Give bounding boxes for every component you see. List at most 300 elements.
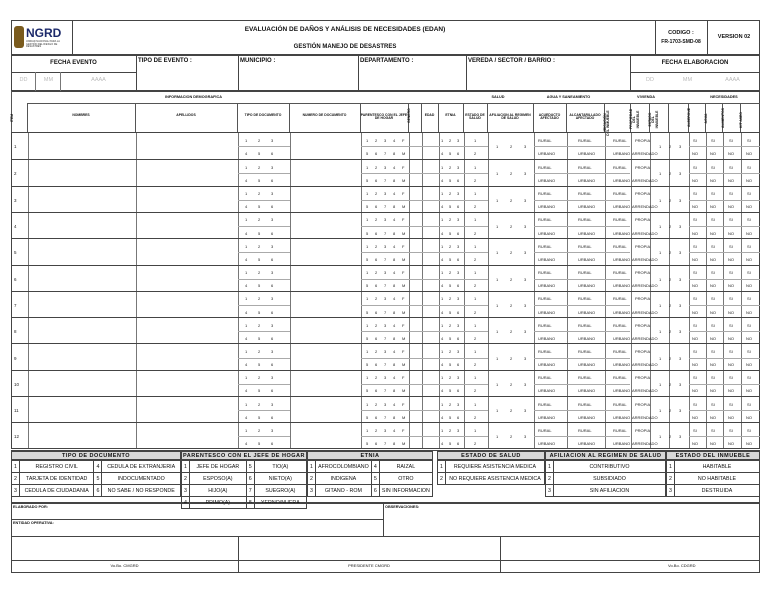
doc-type-option[interactable]: 3 xyxy=(271,401,274,407)
necesidad-no[interactable]: NO xyxy=(710,309,716,315)
inmueble-option[interactable]: 1 xyxy=(659,197,662,203)
parentesco-option[interactable]: 7 xyxy=(384,256,387,262)
parentesco-option[interactable]: F xyxy=(402,427,405,433)
estado-salud-option[interactable]: 2 xyxy=(474,256,477,262)
doc-type-option[interactable]: 1 xyxy=(245,243,248,249)
parentesco-option[interactable]: F xyxy=(402,401,405,407)
alcantarillado-urbano[interactable]: URBANO xyxy=(578,178,596,184)
necesidad-no[interactable]: NO xyxy=(710,388,716,394)
parentesco-option[interactable]: 6 xyxy=(375,256,378,262)
inmueble-option[interactable]: 3 xyxy=(679,329,682,335)
necesidad-no[interactable]: NO xyxy=(746,362,752,368)
parentesco-option[interactable]: 2 xyxy=(375,164,378,170)
parentesco-option[interactable]: 5 xyxy=(366,178,369,184)
necesidad-si[interactable]: SI xyxy=(747,296,751,302)
inmueble-option[interactable]: 3 xyxy=(679,171,682,177)
inmueble-option[interactable]: 3 xyxy=(679,250,682,256)
parentesco-option[interactable]: 3 xyxy=(384,427,387,433)
necesidad-si[interactable]: SI xyxy=(711,348,715,354)
propiedad-arrendado[interactable]: ARRENDADO xyxy=(632,178,658,184)
parentesco-option[interactable]: M xyxy=(402,309,406,315)
ubicacion-urbano[interactable]: URBANO xyxy=(613,150,631,156)
ubicacion-rural[interactable]: RURAL xyxy=(613,243,627,249)
etnia-option[interactable]: 6 xyxy=(457,178,460,184)
parentesco-option[interactable]: 7 xyxy=(384,150,387,156)
doc-type-option[interactable]: 3 xyxy=(271,191,274,197)
doc-type-option[interactable]: 5 xyxy=(258,414,261,420)
etnia-option[interactable]: 4 xyxy=(441,388,444,394)
ubicacion-urbano[interactable]: URBANO xyxy=(613,178,631,184)
parentesco-option[interactable]: 8 xyxy=(393,309,396,315)
doc-type-option[interactable]: 3 xyxy=(271,427,274,433)
alcantarillado-rural[interactable]: RURAL xyxy=(578,348,592,354)
estado-salud-option[interactable]: 2 xyxy=(474,441,477,447)
necesidad-no[interactable]: NO xyxy=(728,388,734,394)
propiedad-arrendado[interactable]: ARRENDADO xyxy=(632,309,658,315)
acueducto-rural[interactable]: RURAL xyxy=(538,401,552,407)
necesidad-no[interactable]: NO xyxy=(746,256,752,262)
parentesco-option[interactable]: 3 xyxy=(384,243,387,249)
afiliacion-option[interactable]: 3 xyxy=(524,276,527,282)
parentesco-option[interactable]: 8 xyxy=(393,230,396,236)
propiedad-arrendado[interactable]: ARRENDADO xyxy=(632,230,658,236)
parentesco-option[interactable]: 5 xyxy=(366,362,369,368)
alcantarillado-urbano[interactable]: URBANO xyxy=(578,283,596,289)
parentesco-option[interactable]: 6 xyxy=(375,309,378,315)
necesidad-si[interactable]: SI xyxy=(729,164,733,170)
inmueble-option[interactable]: 3 xyxy=(679,408,682,414)
parentesco-option[interactable]: 1 xyxy=(366,322,369,328)
parentesco-option[interactable]: 4 xyxy=(393,427,396,433)
necesidad-no[interactable]: NO xyxy=(746,388,752,394)
estado-salud-option[interactable]: 2 xyxy=(474,204,477,210)
doc-type-option[interactable]: 2 xyxy=(258,243,261,249)
ubicacion-rural[interactable]: RURAL xyxy=(613,296,627,302)
parentesco-option[interactable]: 8 xyxy=(393,204,396,210)
etnia-option[interactable]: 4 xyxy=(441,309,444,315)
doc-type-option[interactable]: 1 xyxy=(245,270,248,276)
alcantarillado-rural[interactable]: RURAL xyxy=(578,191,592,197)
etnia-option[interactable]: 2 xyxy=(449,427,452,433)
doc-type-option[interactable]: 5 xyxy=(258,388,261,394)
propiedad-propia[interactable]: PROPIA xyxy=(635,243,651,249)
afiliacion-option[interactable]: 3 xyxy=(524,224,527,230)
acueducto-urbano[interactable]: URBANO xyxy=(538,362,556,368)
parentesco-option[interactable]: M xyxy=(402,230,406,236)
parentesco-option[interactable]: 1 xyxy=(366,375,369,381)
necesidad-no[interactable]: NO xyxy=(728,441,734,447)
acueducto-urbano[interactable]: URBANO xyxy=(538,256,556,262)
alcantarillado-rural[interactable]: RURAL xyxy=(578,137,592,143)
parentesco-option[interactable]: 2 xyxy=(375,296,378,302)
necesidad-no[interactable]: NO xyxy=(728,309,734,315)
afiliacion-option[interactable]: 1 xyxy=(496,144,499,150)
alcantarillado-urbano[interactable]: URBANO xyxy=(578,150,596,156)
alcantarillado-urbano[interactable]: URBANO xyxy=(578,362,596,368)
parentesco-option[interactable]: F xyxy=(402,137,405,143)
estado-salud-option[interactable]: 2 xyxy=(474,335,477,341)
parentesco-option[interactable]: 6 xyxy=(375,150,378,156)
doc-type-option[interactable]: 1 xyxy=(245,322,248,328)
doc-type-option[interactable]: 3 xyxy=(271,164,274,170)
alcantarillado-urbano[interactable]: URBANO xyxy=(578,441,596,447)
ubicacion-rural[interactable]: RURAL xyxy=(613,137,627,143)
necesidad-no[interactable]: NO xyxy=(728,150,734,156)
parentesco-option[interactable]: 2 xyxy=(375,243,378,249)
doc-type-option[interactable]: 1 xyxy=(245,348,248,354)
necesidad-si[interactable]: SI xyxy=(729,270,733,276)
acueducto-rural[interactable]: RURAL xyxy=(538,322,552,328)
afiliacion-option[interactable]: 1 xyxy=(496,434,499,440)
parentesco-option[interactable]: 4 xyxy=(393,322,396,328)
doc-type-option[interactable]: 6 xyxy=(271,362,274,368)
parentesco-option[interactable]: 7 xyxy=(384,335,387,341)
afiliacion-option[interactable]: 1 xyxy=(496,329,499,335)
afiliacion-option[interactable]: 1 xyxy=(496,302,499,308)
necesidad-no[interactable]: NO xyxy=(728,335,734,341)
doc-type-option[interactable]: 4 xyxy=(245,283,248,289)
doc-type-option[interactable]: 6 xyxy=(271,150,274,156)
parentesco-option[interactable]: 7 xyxy=(384,230,387,236)
necesidad-si[interactable]: SI xyxy=(693,296,697,302)
etnia-option[interactable]: 2 xyxy=(449,348,452,354)
propiedad-arrendado[interactable]: ARRENDADO xyxy=(632,388,658,394)
doc-type-option[interactable]: 4 xyxy=(245,309,248,315)
necesidad-si[interactable]: SI xyxy=(711,322,715,328)
necesidad-si[interactable]: SI xyxy=(747,322,751,328)
afiliacion-option[interactable]: 2 xyxy=(510,250,513,256)
doc-type-option[interactable]: 6 xyxy=(271,230,274,236)
acueducto-rural[interactable]: RURAL xyxy=(538,243,552,249)
afiliacion-option[interactable]: 3 xyxy=(524,302,527,308)
inmueble-option[interactable]: 1 xyxy=(659,355,662,361)
parentesco-option[interactable]: 1 xyxy=(366,137,369,143)
etnia-option[interactable]: 1 xyxy=(441,137,444,143)
parentesco-option[interactable]: 4 xyxy=(393,137,396,143)
parentesco-option[interactable]: 1 xyxy=(366,296,369,302)
doc-type-option[interactable]: 1 xyxy=(245,191,248,197)
parentesco-option[interactable]: 7 xyxy=(384,414,387,420)
necesidad-no[interactable]: NO xyxy=(746,283,752,289)
afiliacion-option[interactable]: 2 xyxy=(510,171,513,177)
parentesco-option[interactable]: 6 xyxy=(375,178,378,184)
fecha-evento-aaaa-text[interactable]: AAAA xyxy=(91,77,106,83)
parentesco-option[interactable]: F xyxy=(402,375,405,381)
necesidad-si[interactable]: SI xyxy=(693,427,697,433)
propiedad-arrendado[interactable]: ARRENDADO xyxy=(632,204,658,210)
necesidad-si[interactable]: SI xyxy=(693,191,697,197)
necesidad-si[interactable]: SI xyxy=(711,296,715,302)
ubicacion-urbano[interactable]: URBANO xyxy=(613,441,631,447)
etnia-option[interactable]: 6 xyxy=(457,388,460,394)
ubicacion-rural[interactable]: RURAL xyxy=(613,164,627,170)
alcantarillado-rural[interactable]: RURAL xyxy=(578,322,592,328)
parentesco-option[interactable]: 2 xyxy=(375,427,378,433)
propiedad-arrendado[interactable]: ARRENDADO xyxy=(632,362,658,368)
parentesco-option[interactable]: 8 xyxy=(393,441,396,447)
propiedad-propia[interactable]: PROPIA xyxy=(635,322,651,328)
etnia-option[interactable]: 3 xyxy=(457,348,460,354)
doc-type-option[interactable]: 1 xyxy=(245,164,248,170)
parentesco-option[interactable]: 1 xyxy=(366,243,369,249)
estado-salud-option[interactable]: 2 xyxy=(474,362,477,368)
afiliacion-option[interactable]: 3 xyxy=(524,329,527,335)
propiedad-arrendado[interactable]: ARRENDADO xyxy=(632,414,658,420)
necesidad-si[interactable]: SI xyxy=(747,375,751,381)
doc-type-option[interactable]: 5 xyxy=(258,204,261,210)
parentesco-option[interactable]: 6 xyxy=(375,362,378,368)
propiedad-propia[interactable]: PROPIA xyxy=(635,348,651,354)
necesidad-no[interactable]: NO xyxy=(692,178,698,184)
parentesco-option[interactable]: 1 xyxy=(366,191,369,197)
ubicacion-rural[interactable]: RURAL xyxy=(613,191,627,197)
afiliacion-option[interactable]: 3 xyxy=(524,408,527,414)
doc-type-option[interactable]: 5 xyxy=(258,362,261,368)
doc-type-option[interactable]: 6 xyxy=(271,414,274,420)
doc-type-option[interactable]: 4 xyxy=(245,441,248,447)
acueducto-urbano[interactable]: URBANO xyxy=(538,309,556,315)
necesidad-no[interactable]: NO xyxy=(710,335,716,341)
ubicacion-rural[interactable]: RURAL xyxy=(613,375,627,381)
etnia-option[interactable]: 5 xyxy=(449,414,452,420)
parentesco-option[interactable]: 6 xyxy=(375,283,378,289)
afiliacion-option[interactable]: 2 xyxy=(510,355,513,361)
inmueble-option[interactable]: 1 xyxy=(659,250,662,256)
doc-type-option[interactable]: 2 xyxy=(258,270,261,276)
doc-type-option[interactable]: 4 xyxy=(245,178,248,184)
ubicacion-urbano[interactable]: URBANO xyxy=(613,362,631,368)
etnia-option[interactable]: 4 xyxy=(441,283,444,289)
doc-type-option[interactable]: 5 xyxy=(258,441,261,447)
parentesco-option[interactable]: F xyxy=(402,270,405,276)
afiliacion-option[interactable]: 2 xyxy=(510,408,513,414)
parentesco-option[interactable]: 3 xyxy=(384,375,387,381)
inmueble-option[interactable]: 2 xyxy=(669,329,672,335)
parentesco-option[interactable]: 2 xyxy=(375,217,378,223)
parentesco-option[interactable]: F xyxy=(402,296,405,302)
parentesco-option[interactable]: 6 xyxy=(375,335,378,341)
parentesco-option[interactable]: 8 xyxy=(393,178,396,184)
necesidad-si[interactable]: SI xyxy=(729,137,733,143)
parentesco-option[interactable]: 2 xyxy=(375,348,378,354)
inmueble-option[interactable]: 3 xyxy=(679,197,682,203)
necesidad-si[interactable]: SI xyxy=(693,401,697,407)
necesidad-no[interactable]: NO xyxy=(692,309,698,315)
doc-type-option[interactable]: 5 xyxy=(258,283,261,289)
inmueble-option[interactable]: 1 xyxy=(659,171,662,177)
doc-type-option[interactable]: 6 xyxy=(271,256,274,262)
afiliacion-option[interactable]: 1 xyxy=(496,276,499,282)
etnia-option[interactable]: 3 xyxy=(457,375,460,381)
necesidad-no[interactable]: NO xyxy=(710,283,716,289)
etnia-option[interactable]: 3 xyxy=(457,427,460,433)
etnia-option[interactable]: 4 xyxy=(441,441,444,447)
propiedad-arrendado[interactable]: ARRENDADO xyxy=(632,256,658,262)
parentesco-option[interactable]: 8 xyxy=(393,283,396,289)
etnia-option[interactable]: 4 xyxy=(441,414,444,420)
etnia-option[interactable]: 1 xyxy=(441,270,444,276)
etnia-option[interactable]: 3 xyxy=(457,243,460,249)
parentesco-option[interactable]: 1 xyxy=(366,217,369,223)
necesidad-no[interactable]: NO xyxy=(692,256,698,262)
parentesco-option[interactable]: 4 xyxy=(393,401,396,407)
parentesco-option[interactable]: F xyxy=(402,217,405,223)
etnia-option[interactable]: 4 xyxy=(441,230,444,236)
propiedad-propia[interactable]: PROPIA xyxy=(635,296,651,302)
necesidad-no[interactable]: NO xyxy=(710,441,716,447)
estado-salud-option[interactable]: 2 xyxy=(474,388,477,394)
necesidad-si[interactable]: SI xyxy=(729,191,733,197)
estado-salud-option[interactable]: 2 xyxy=(474,309,477,315)
etnia-option[interactable]: 1 xyxy=(441,296,444,302)
inmueble-option[interactable]: 3 xyxy=(679,302,682,308)
estado-salud-option[interactable]: 2 xyxy=(474,283,477,289)
etnia-option[interactable]: 2 xyxy=(449,164,452,170)
necesidad-no[interactable]: NO xyxy=(746,204,752,210)
doc-type-option[interactable]: 3 xyxy=(271,348,274,354)
necesidad-si[interactable]: SI xyxy=(693,243,697,249)
parentesco-option[interactable]: 5 xyxy=(366,256,369,262)
doc-type-option[interactable]: 3 xyxy=(271,375,274,381)
necesidad-si[interactable]: SI xyxy=(711,427,715,433)
afiliacion-option[interactable]: 3 xyxy=(524,144,527,150)
doc-type-option[interactable]: 4 xyxy=(245,230,248,236)
doc-type-option[interactable]: 3 xyxy=(271,296,274,302)
etnia-option[interactable]: 6 xyxy=(457,204,460,210)
acueducto-rural[interactable]: RURAL xyxy=(538,296,552,302)
etnia-option[interactable]: 6 xyxy=(457,309,460,315)
etnia-option[interactable]: 4 xyxy=(441,178,444,184)
etnia-option[interactable]: 2 xyxy=(449,322,452,328)
etnia-option[interactable]: 6 xyxy=(457,362,460,368)
parentesco-option[interactable]: 1 xyxy=(366,164,369,170)
alcantarillado-rural[interactable]: RURAL xyxy=(578,296,592,302)
parentesco-option[interactable]: F xyxy=(402,322,405,328)
inmueble-option[interactable]: 2 xyxy=(669,302,672,308)
inmueble-option[interactable]: 3 xyxy=(679,144,682,150)
parentesco-option[interactable]: 5 xyxy=(366,414,369,420)
alcantarillado-urbano[interactable]: URBANO xyxy=(578,414,596,420)
inmueble-option[interactable]: 2 xyxy=(669,224,672,230)
necesidad-no[interactable]: NO xyxy=(710,256,716,262)
alcantarillado-urbano[interactable]: URBANO xyxy=(578,204,596,210)
parentesco-option[interactable]: M xyxy=(402,441,406,447)
doc-type-option[interactable]: 6 xyxy=(271,441,274,447)
parentesco-option[interactable]: 3 xyxy=(384,270,387,276)
parentesco-option[interactable]: 4 xyxy=(393,243,396,249)
parentesco-option[interactable]: 2 xyxy=(375,401,378,407)
doc-type-option[interactable]: 4 xyxy=(245,362,248,368)
doc-type-option[interactable]: 5 xyxy=(258,178,261,184)
etnia-option[interactable]: 6 xyxy=(457,441,460,447)
doc-type-option[interactable]: 1 xyxy=(245,217,248,223)
parentesco-option[interactable]: 6 xyxy=(375,414,378,420)
etnia-option[interactable]: 5 xyxy=(449,309,452,315)
necesidad-si[interactable]: SI xyxy=(729,375,733,381)
necesidad-si[interactable]: SI xyxy=(693,137,697,143)
parentesco-option[interactable]: 4 xyxy=(393,217,396,223)
parentesco-option[interactable]: 3 xyxy=(384,217,387,223)
parentesco-option[interactable]: F xyxy=(402,243,405,249)
parentesco-option[interactable]: 4 xyxy=(393,375,396,381)
doc-type-option[interactable]: 4 xyxy=(245,204,248,210)
necesidad-si[interactable]: SI xyxy=(729,401,733,407)
parentesco-option[interactable]: 7 xyxy=(384,362,387,368)
etnia-option[interactable]: 1 xyxy=(441,427,444,433)
etnia-option[interactable]: 3 xyxy=(457,191,460,197)
parentesco-option[interactable]: M xyxy=(402,414,406,420)
ubicacion-urbano[interactable]: URBANO xyxy=(613,204,631,210)
parentesco-option[interactable]: F xyxy=(402,164,405,170)
doc-type-option[interactable]: 6 xyxy=(271,178,274,184)
alcantarillado-rural[interactable]: RURAL xyxy=(578,243,592,249)
necesidad-no[interactable]: NO xyxy=(692,388,698,394)
alcantarillado-urbano[interactable]: URBANO xyxy=(578,309,596,315)
necesidad-no[interactable]: NO xyxy=(692,204,698,210)
necesidad-si[interactable]: SI xyxy=(747,164,751,170)
parentesco-option[interactable]: 7 xyxy=(384,178,387,184)
propiedad-propia[interactable]: PROPIA xyxy=(635,164,651,170)
alcantarillado-urbano[interactable]: URBANO xyxy=(578,256,596,262)
propiedad-arrendado[interactable]: ARRENDADO xyxy=(632,441,658,447)
doc-type-option[interactable]: 2 xyxy=(258,427,261,433)
etnia-option[interactable]: 3 xyxy=(457,296,460,302)
necesidad-no[interactable]: NO xyxy=(692,230,698,236)
afiliacion-option[interactable]: 1 xyxy=(496,224,499,230)
estado-salud-option[interactable]: 1 xyxy=(474,243,477,249)
alcantarillado-rural[interactable]: RURAL xyxy=(578,270,592,276)
fecha-elab-dd-text[interactable]: DD xyxy=(646,77,654,83)
acueducto-urbano[interactable]: URBANO xyxy=(538,150,556,156)
propiedad-propia[interactable]: PROPIA xyxy=(635,191,651,197)
necesidad-no[interactable]: NO xyxy=(746,150,752,156)
necesidad-si[interactable]: SI xyxy=(693,217,697,223)
necesidad-si[interactable]: SI xyxy=(729,217,733,223)
inmueble-option[interactable]: 2 xyxy=(669,250,672,256)
afiliacion-option[interactable]: 2 xyxy=(510,144,513,150)
necesidad-no[interactable]: NO xyxy=(746,309,752,315)
etnia-option[interactable]: 5 xyxy=(449,335,452,341)
afiliacion-option[interactable]: 2 xyxy=(510,329,513,335)
parentesco-option[interactable]: 4 xyxy=(393,296,396,302)
inmueble-option[interactable]: 1 xyxy=(659,329,662,335)
ubicacion-urbano[interactable]: URBANO xyxy=(613,335,631,341)
etnia-option[interactable]: 2 xyxy=(449,137,452,143)
afiliacion-option[interactable]: 1 xyxy=(496,381,499,387)
acueducto-rural[interactable]: RURAL xyxy=(538,191,552,197)
etnia-option[interactable]: 5 xyxy=(449,441,452,447)
necesidad-si[interactable]: SI xyxy=(747,243,751,249)
parentesco-option[interactable]: 3 xyxy=(384,164,387,170)
necesidad-no[interactable]: NO xyxy=(710,150,716,156)
ubicacion-urbano[interactable]: URBANO xyxy=(613,283,631,289)
afiliacion-option[interactable]: 3 xyxy=(524,434,527,440)
necesidad-si[interactable]: SI xyxy=(711,375,715,381)
parentesco-option[interactable]: 2 xyxy=(375,137,378,143)
necesidad-no[interactable]: NO xyxy=(710,204,716,210)
afiliacion-option[interactable]: 3 xyxy=(524,355,527,361)
acueducto-rural[interactable]: RURAL xyxy=(538,375,552,381)
parentesco-option[interactable]: 3 xyxy=(384,401,387,407)
propiedad-propia[interactable]: PROPIA xyxy=(635,270,651,276)
estado-salud-option[interactable]: 1 xyxy=(474,427,477,433)
inmueble-option[interactable]: 3 xyxy=(679,355,682,361)
afiliacion-option[interactable]: 1 xyxy=(496,408,499,414)
inmueble-option[interactable]: 1 xyxy=(659,434,662,440)
necesidad-no[interactable]: NO xyxy=(746,178,752,184)
parentesco-option[interactable]: 4 xyxy=(393,348,396,354)
parentesco-option[interactable]: 5 xyxy=(366,150,369,156)
